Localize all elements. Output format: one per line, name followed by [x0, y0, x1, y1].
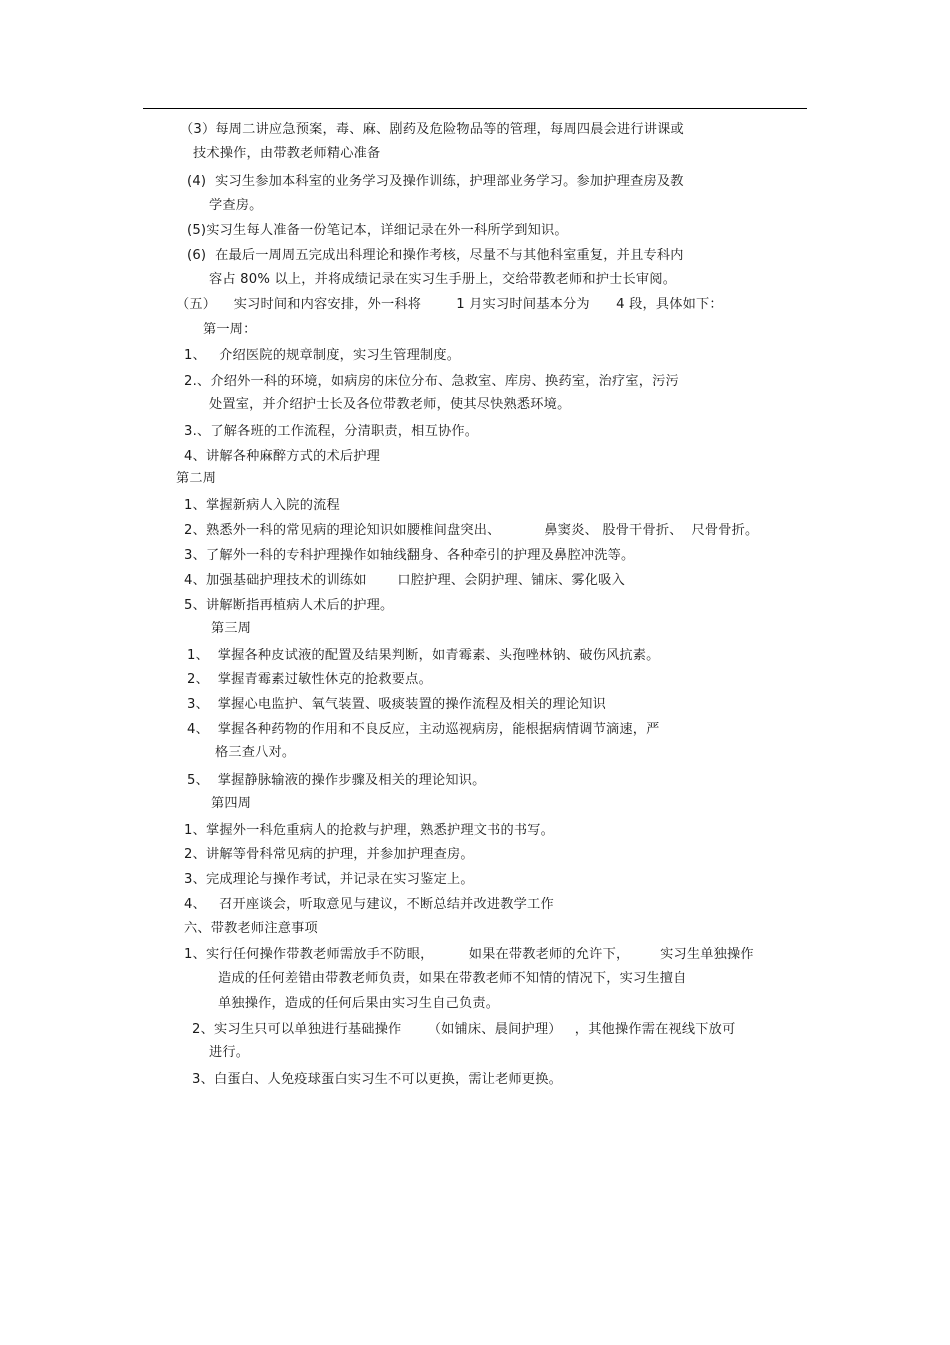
text-line: 4、加强基础护理技术的训练如 口腔护理、会阴护理、铺床、雾化吸入 [184, 573, 625, 588]
text-line: 技术操作，由带教老师精心准备 [193, 146, 381, 161]
text-line: 处置室，并介绍护士长及各位带教老师，使其尽快熟悉环境。 [209, 397, 571, 412]
text-line: 进行。 [209, 1045, 250, 1060]
text-line: 2、熟悉外一科的常见病的理论知识如腰椎间盘突出、 鼻窦炎、 股骨干骨折、 尺骨骨折。 [184, 523, 759, 538]
text-line: 3、了解外一科的专科护理操作如轴线翻身、各种牵引的护理及鼻腔冲洗等。 [184, 548, 635, 563]
section-title: 第四周 [211, 796, 252, 811]
text-line: 容占 80% 以上，并将成绩记录在实习生手册上，交给带教老师和护士长审阅。 [209, 272, 677, 287]
section-title: 六、带教老师注意事项 [184, 921, 318, 936]
text-line: 2.、介绍外一科的环境，如病房的床位分布、急救室、库房、换药室，治疗室，污污 [184, 374, 679, 389]
text-line: 第一周： [203, 322, 257, 337]
text-line: 1、 介绍医院的规章制度，实习生管理制度。 [184, 348, 461, 363]
text-line: （3）每周二讲应急预案，毒、麻、剧药及危险物品等的管理，每周四晨会进行讲课或 [180, 122, 684, 137]
text-line: 3、完成理论与操作考试，并记录在实习鉴定上。 [184, 872, 474, 887]
text-line: 5、讲解断指再植病人术后的护理。 [184, 598, 394, 613]
section-title: 第三周 [211, 621, 252, 636]
text-line: 5、 掌握静脉输液的操作步骤及相关的理论知识。 [187, 773, 486, 788]
text-line: 4、 掌握各种药物的作用和不良反应，主动巡视病房，能根据病情调节滴速，严 [187, 722, 660, 737]
text-line: 1、 掌握各种皮试液的配置及结果判断，如青霉素、头孢唑林钠、破伤风抗素。 [187, 648, 660, 663]
text-line: 1、掌握外一科危重病人的抢救与护理，熟悉护理文书的书写。 [184, 823, 555, 838]
text-line: 4、 召开座谈会，听取意见与建议，不断总结并改进教学工作 [184, 897, 554, 912]
text-line: 2、讲解等骨科常见病的护理，并参加护理查房。 [184, 847, 474, 862]
text-line: (4) 实习生参加本科室的业务学习及操作训练，护理部业务学习。参加护理查房及教 [187, 174, 684, 189]
text-line: （五） 实习时间和内容安排，外一科将 1 月实习时间基本分为 4 段，具体如下： [176, 297, 723, 312]
text-line: 4、讲解各种麻醉方式的术后护理 [184, 449, 381, 464]
text-line: 造成的任何差错由带教老师负责，如果在带教老师不知情的情况下，实习生擅自 [218, 971, 687, 986]
text-line: (6) 在最后一周周五完成出科理论和操作考核，尽量不与其他科室重复，并且专科内 [187, 248, 684, 263]
text-line: 2、 掌握青霉素过敏性休克的抢救要点。 [187, 672, 432, 687]
text-line: (5)实习生每人准备一份笔记本，详细记录在外一科所学到知识。 [187, 223, 568, 238]
text-line: 3、白蛋白、人免疫球蛋白实习生不可以更换，需让老师更换。 [192, 1072, 563, 1087]
text-line: 学查房。 [209, 198, 263, 213]
section-title: 第二周 [176, 471, 217, 486]
text-line: 2、实习生只可以单独进行基础操作 （如铺床、晨间护理） ，其他操作需在视线下放可 [192, 1022, 736, 1037]
header-rule [143, 108, 807, 109]
text-line: 单独操作，造成的任何后果由实习生自己负责。 [218, 996, 500, 1011]
text-line: 3.、了解各班的工作流程，分清职责，相互协作。 [184, 424, 479, 439]
text-line: 3、 掌握心电监护、氧气装置、吸痰装置的操作流程及相关的理论知识 [187, 697, 606, 712]
text-line: 格三查八对。 [215, 745, 296, 760]
text-line: 1、实行任何操作带教老师需放手不防眼， 如果在带教老师的允许下， 实习生单独操作 [184, 947, 754, 962]
text-line: 1、掌握新病人入院的流程 [184, 498, 340, 513]
